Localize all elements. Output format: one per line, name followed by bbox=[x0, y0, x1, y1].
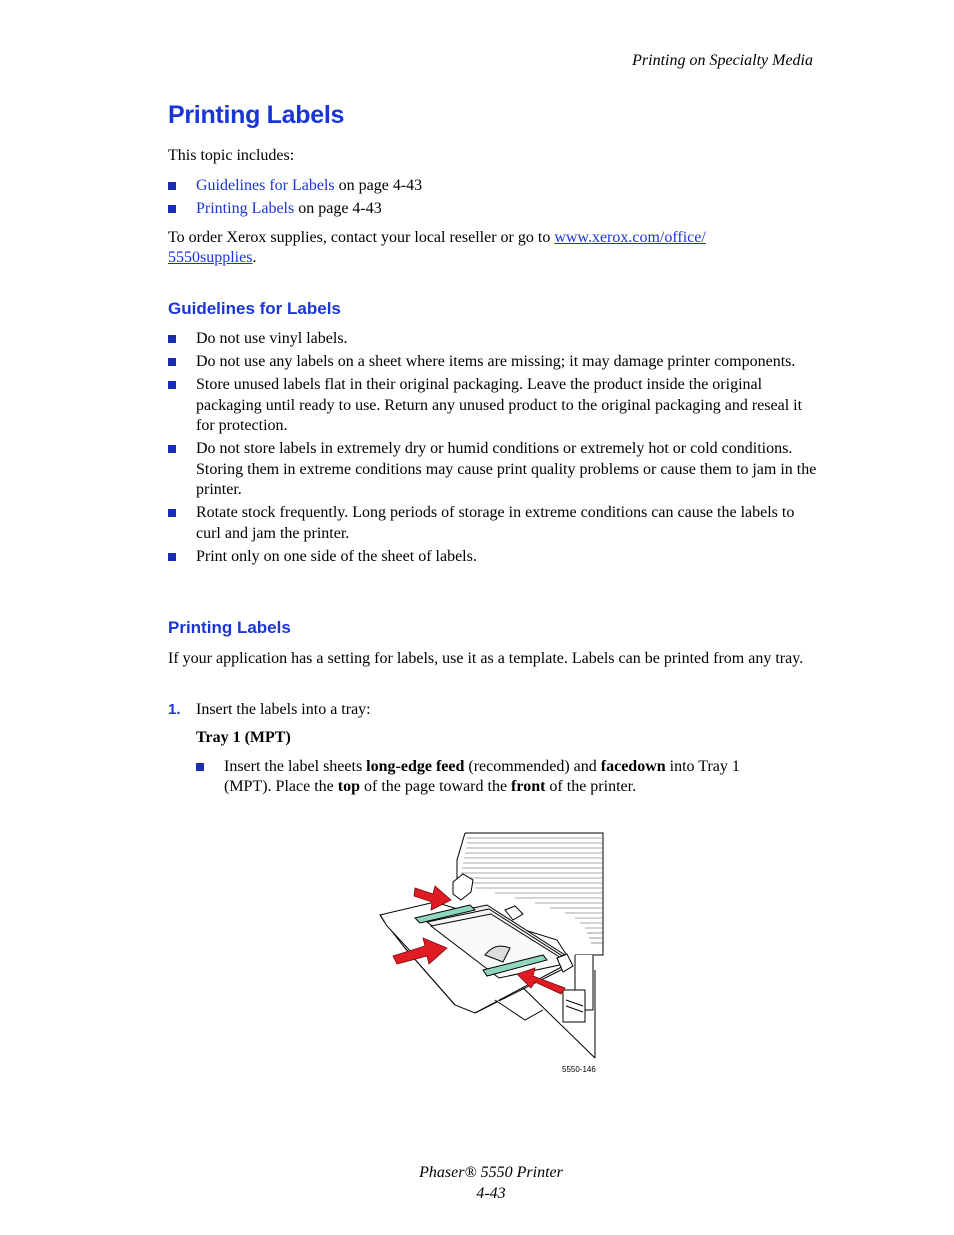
instruction-text: of the page toward the bbox=[359, 778, 512, 795]
toc-list bbox=[168, 176, 818, 222]
bullet-square-icon bbox=[168, 182, 176, 190]
bullet-square-icon bbox=[168, 335, 176, 343]
figure-id: 5550-146 bbox=[562, 1065, 596, 1074]
guideline-text: Do not store labels in extremely dry or humid conditions or extremely hot or cold conditions. Storing them in extreme conditions may cause print quality problems or cause them to jam in the printer. bbox=[196, 440, 817, 498]
instruction-text: into Tray 1 (MPT). Place the bbox=[224, 758, 740, 795]
footer-page-number bbox=[0, 1185, 954, 1203]
section-heading-guidelines: Guidelines for Labels bbox=[168, 299, 341, 318]
bullet-square-icon bbox=[168, 381, 176, 389]
guideline-item bbox=[168, 352, 818, 373]
tray-instructions bbox=[196, 757, 756, 797]
tray-loading-illustration bbox=[375, 830, 610, 1062]
toc-item bbox=[168, 199, 818, 220]
bullet-square-icon bbox=[168, 358, 176, 366]
supplies-url-link-cont[interactable]: 5550supplies bbox=[168, 249, 253, 266]
guideline-item bbox=[168, 503, 818, 544]
toc-item bbox=[168, 176, 818, 197]
toc-page-ref: on page 4-43 bbox=[334, 177, 423, 194]
guideline-text: Rotate stock frequently. Long periods of storage in extreme conditions can cause the labels to curl and jam the printer. bbox=[196, 504, 795, 542]
footer-page-text: 4-43 bbox=[476, 1185, 506, 1202]
guideline-text: Do not use any labels on a sheet where items are missing; it may damage printer components. bbox=[196, 353, 796, 370]
guideline-text: Print only on one side of the sheet of labels. bbox=[196, 547, 477, 565]
toc-page-ref: on page 4-43 bbox=[294, 200, 382, 217]
instruction-text: of the printer. bbox=[545, 778, 637, 795]
bullet-square-icon bbox=[168, 205, 176, 213]
guideline-item bbox=[168, 547, 818, 568]
bullet-square-icon bbox=[168, 553, 176, 561]
order-text: To order Xerox supplies, contact your local reseller or go to bbox=[168, 229, 555, 246]
toc-link-guidelines[interactable]: Guidelines for Labels bbox=[196, 177, 335, 194]
bullet-square-icon bbox=[168, 445, 176, 453]
intro-text: This topic includes: bbox=[168, 147, 295, 164]
guideline-item bbox=[168, 439, 818, 501]
guideline-item bbox=[168, 329, 818, 350]
step-number: 1. bbox=[168, 701, 181, 718]
bullet-square-icon bbox=[168, 509, 176, 517]
instruction-emphasis: facedown bbox=[600, 758, 666, 775]
section-heading-printing: Printing Labels bbox=[168, 618, 291, 637]
bullet-square-icon bbox=[196, 763, 204, 771]
instruction-emphasis: front bbox=[511, 778, 546, 795]
order-suffix: . bbox=[252, 249, 257, 266]
footer-product-text: Phaser® 5550 Printer bbox=[419, 1164, 563, 1181]
instruction-text: (recommended) and bbox=[464, 758, 601, 775]
guideline-text: Do not use vinyl labels. bbox=[196, 330, 348, 347]
instruction-emphasis: top bbox=[337, 778, 360, 795]
guideline-item bbox=[168, 375, 818, 437]
supplies-url-link[interactable]: www.xerox.com/office/ bbox=[554, 229, 706, 246]
footer-product bbox=[0, 1164, 954, 1182]
running-header: Printing on Specialty Media bbox=[632, 52, 813, 69]
step-text: Insert the labels into a tray: bbox=[196, 701, 371, 718]
page-title: Printing Labels bbox=[168, 101, 345, 129]
toc-link-printing-labels[interactable]: Printing Labels bbox=[196, 200, 295, 217]
guidelines-list bbox=[168, 329, 818, 570]
tray-heading: Tray 1 (MPT) bbox=[196, 729, 291, 746]
printing-intro: If your application has a setting for labels, use it as a template. Labels can be printed from any tray. bbox=[168, 650, 804, 667]
instruction-item bbox=[196, 757, 756, 797]
instruction-emphasis: long-edge feed bbox=[366, 758, 465, 775]
instruction-text: Insert the label sheets bbox=[224, 758, 367, 775]
guideline-text: Store unused labels flat in their original packaging. Leave the product inside the original packaging until ready to use. Return any unused product to the original packaging and reseal it for protection. bbox=[196, 376, 803, 434]
order-paragraph bbox=[168, 228, 818, 268]
